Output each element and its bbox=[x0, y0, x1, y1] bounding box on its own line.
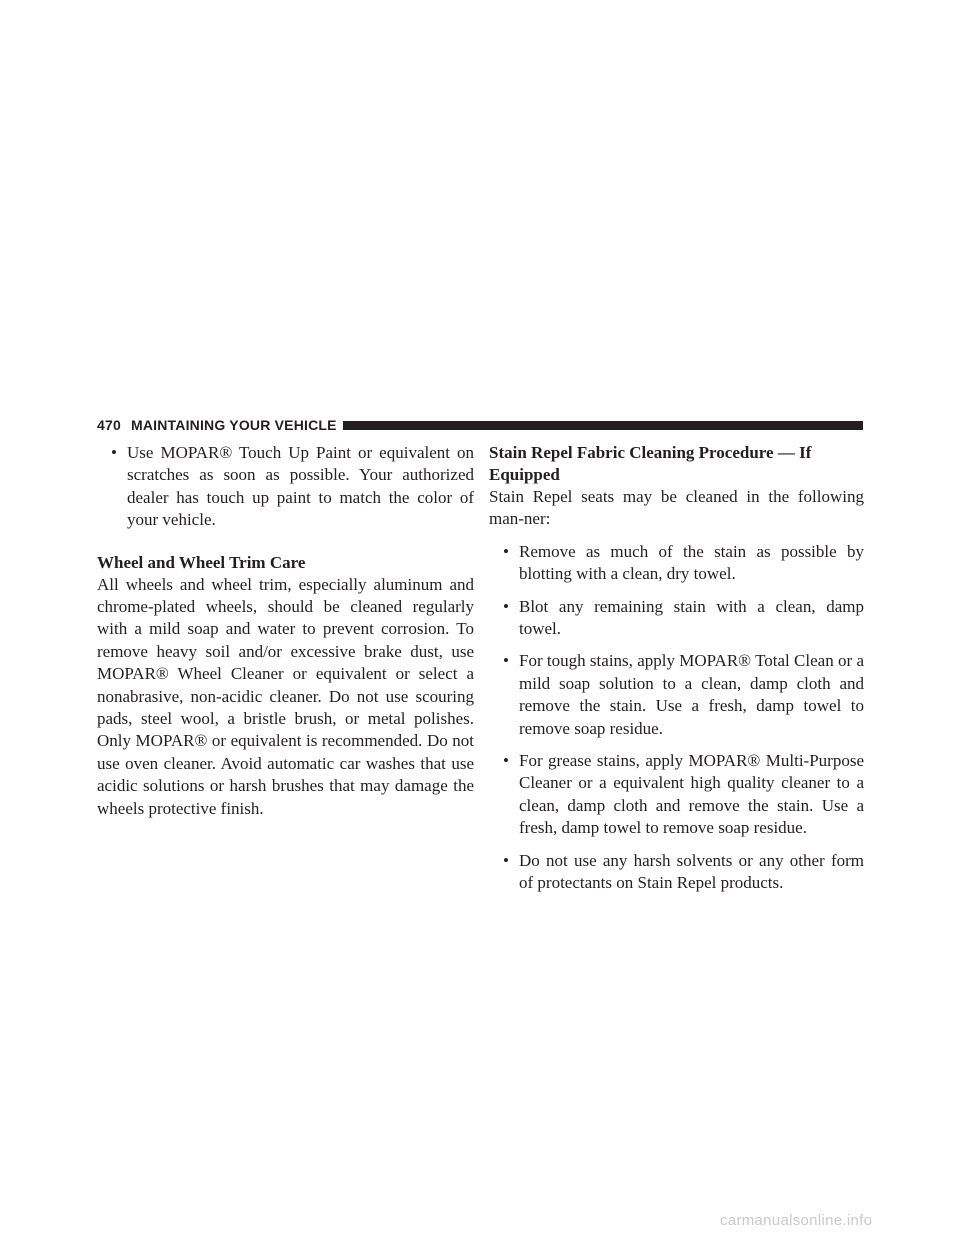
right-column bbox=[489, 442, 864, 905]
list-item bbox=[97, 442, 474, 532]
watermark: carmanualsonline.info bbox=[720, 1212, 873, 1229]
section-title: MAINTAINING YOUR VEHICLE bbox=[130, 417, 337, 433]
bullet-icon: • bbox=[503, 651, 509, 671]
bullet-icon: • bbox=[503, 751, 509, 771]
bullet-icon: • bbox=[111, 443, 117, 462]
wheel-care-paragraph: All wheels and wheel trim, especially aluminum and chrome-plated wheels, should be cleaned regularly with a mild soap and water to prevent corrosion. To remove heavy soil and/or excessive brake dust, use MOPAR® Wheel Cleaner or equivalent or select a nonabrasive, non-acidic cleaner. Do not use scouring pads, steel wool, a bristle brush, or metal polishes. Only MOPAR® or equivalent is recommended. Do not use oven cleaner. Avoid automatic car washes that use acidic solutions or harsh brushes that may damage the wheels protective finish. bbox=[97, 574, 474, 818]
list-item-text: Use MOPAR® Touch Up Paint or equivalent on scratches as soon as possible. Your authorized dealer has touch up paint to match the color of your vehicle. bbox=[127, 443, 474, 530]
list-item bbox=[489, 596, 864, 641]
wheel-care-heading: Wheel and Wheel Trim Care bbox=[97, 552, 306, 572]
list-item bbox=[489, 850, 864, 895]
page-number: 470 bbox=[97, 417, 121, 433]
list-item bbox=[489, 650, 864, 740]
list-item-text: Remove as much of the stain as possible by blotting with a clean, dry towel. bbox=[519, 541, 864, 584]
list-item-text: For tough stains, apply MOPAR® Total Clean or a mild soap solution to a clean, damp cloth and remove the stain. Use a fresh, damp towel to remove soap residue. bbox=[519, 651, 864, 738]
list-item bbox=[489, 541, 864, 586]
left-column bbox=[97, 442, 474, 830]
list-item-text: Blot any remaining stain with a clean, damp towel. bbox=[519, 596, 864, 639]
bullet-icon: • bbox=[503, 850, 509, 870]
page-header bbox=[97, 417, 863, 433]
stain-repel-intro: Stain Repel seats may be cleaned in the following man-ner: bbox=[489, 487, 864, 529]
list-item bbox=[489, 750, 864, 840]
stain-repel-heading: Stain Repel Fabric Cleaning Procedure — If Equipped bbox=[489, 443, 812, 484]
bullet-icon: • bbox=[503, 541, 509, 561]
bullet-icon: • bbox=[503, 596, 509, 616]
list-item-text: For grease stains, apply MOPAR® Multi-Purpose Cleaner or a equivalent high quality cleaner to a clean, damp cloth and remove the stain. Use a fresh, damp towel to remove soap residue. bbox=[519, 751, 864, 838]
header-rule bbox=[343, 421, 863, 430]
list-item-text: Do not use any harsh solvents or any other form of protectants on Stain Repel products. bbox=[519, 850, 864, 893]
